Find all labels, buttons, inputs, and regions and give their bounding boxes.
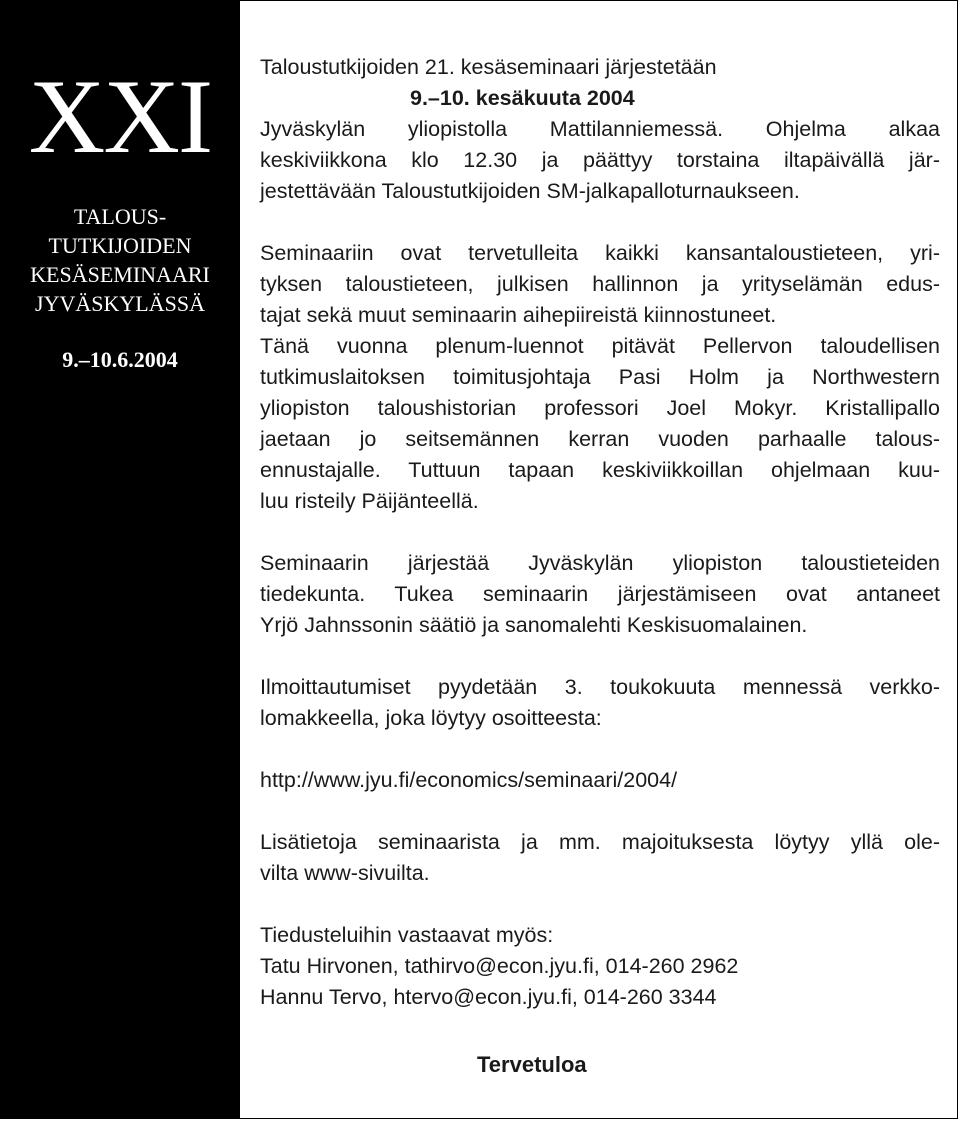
more-info-line: vilta www-sivuilta. — [260, 861, 430, 885]
paragraph-gap — [260, 641, 940, 672]
plenum-line: yliopiston taloushistorian professori Joel Mokyr. Kristallipallo — [260, 396, 940, 420]
contact-line: Tatu Hirvonen, tathirvo@econ.jyu.fi, 014-260 2962 — [260, 954, 739, 978]
intro-line: Jyväskylän yliopistolla Mattilanniemessä. Ohjelma alkaa — [260, 117, 940, 141]
plenum-paragraph — [260, 331, 940, 517]
plenum-line: ennustajalle. Tuttuun tapaan keskiviikkoillan ohjelmaan kuu- — [260, 458, 940, 482]
audience-line: Seminaariin ovat tervetulleita kaikki kansantaloustieteen, yri- — [260, 241, 940, 265]
registration-paragraph — [260, 672, 940, 734]
organizer-paragraph — [260, 548, 940, 641]
event-date: 9.–10. kesäkuuta 2004 — [410, 86, 635, 110]
sidebar-title-line: TUTKIJOIDEN — [48, 233, 192, 258]
intro-line: Taloustutkijoiden 21. kesäseminaari järjestetään — [260, 55, 717, 79]
audience-paragraph — [260, 238, 940, 331]
intro-line: jestettävään Taloustutkijoiden SM-jalkapalloturnaukseen. — [260, 179, 800, 203]
intro-paragraph — [260, 52, 940, 207]
more-info-line: Lisätietoja seminaarista ja mm. majoituksesta löytyy yllä ole- — [260, 830, 940, 854]
plenum-line: Tänä vuonna plenum-luennot pitävät Pellervon taloudellisen — [260, 334, 940, 358]
sidebar-title-line: TALOUS- — [73, 204, 167, 229]
audience-line: tajat sekä muut seminaarin aihepiireistä kiinnostuneet. — [260, 303, 777, 327]
paragraph-gap — [260, 517, 940, 548]
paragraph-gap — [260, 889, 940, 920]
contacts-paragraph — [260, 920, 940, 1013]
plenum-line: jaetaan jo seitsemännen kerran vuoden parhaalle talous- — [260, 427, 940, 451]
sidebar-panel — [0, 0, 240, 1119]
intro-line: keskiviikkona klo 12.30 ja päättyy torstaina iltapäivällä jär- — [260, 148, 940, 172]
registration-line: lomakkeella, joka löytyy osoitteesta: — [260, 706, 602, 730]
paragraph-gap — [260, 207, 940, 238]
more-info-paragraph — [260, 827, 940, 889]
plenum-line: luu risteily Päijänteellä. — [260, 489, 479, 513]
contacts-heading: Tiedusteluihin vastaavat myös: — [260, 923, 554, 947]
sidebar-title-line: KESÄSEMINAARI — [30, 262, 210, 287]
audience-line: tyksen taloustieteen, julkisen hallinnon ja yrityselämän edus- — [260, 272, 940, 296]
contact-line: Hannu Tervo, htervo@econ.jyu.fi, 014-260 3344 — [260, 985, 717, 1009]
main-content — [260, 52, 940, 1013]
url-paragraph — [260, 765, 940, 796]
sidebar-title — [0, 202, 240, 318]
registration-url: http://www.jyu.fi/economics/seminaari/2004/ — [260, 768, 678, 792]
organizer-line: Seminaarin järjestää Jyväskylän yliopiston taloustieteiden — [260, 551, 940, 575]
roman-numeral-title: XXI — [28, 58, 212, 175]
sidebar-date: 9.–10.6.2004 — [62, 347, 178, 372]
signoff-text: Tervetuloa — [477, 1052, 587, 1077]
sidebar-title-line: JYVÄSKYLÄSSÄ — [35, 291, 205, 316]
paragraph-gap — [260, 796, 940, 827]
organizer-line: Yrjö Jahnssonin säätiö ja sanomalehti Keskisuomalainen. — [260, 613, 808, 637]
paragraph-gap — [260, 734, 940, 765]
organizer-line: tiedekunta. Tukea seminaarin järjestämiseen ovat antaneet — [260, 582, 940, 606]
plenum-line: tutkimuslaitoksen toimitusjohtaja Pasi Holm ja Northwestern — [260, 365, 940, 389]
registration-line: Ilmoittautumiset pyydetään 3. toukokuuta mennessä verkko- — [260, 675, 940, 699]
